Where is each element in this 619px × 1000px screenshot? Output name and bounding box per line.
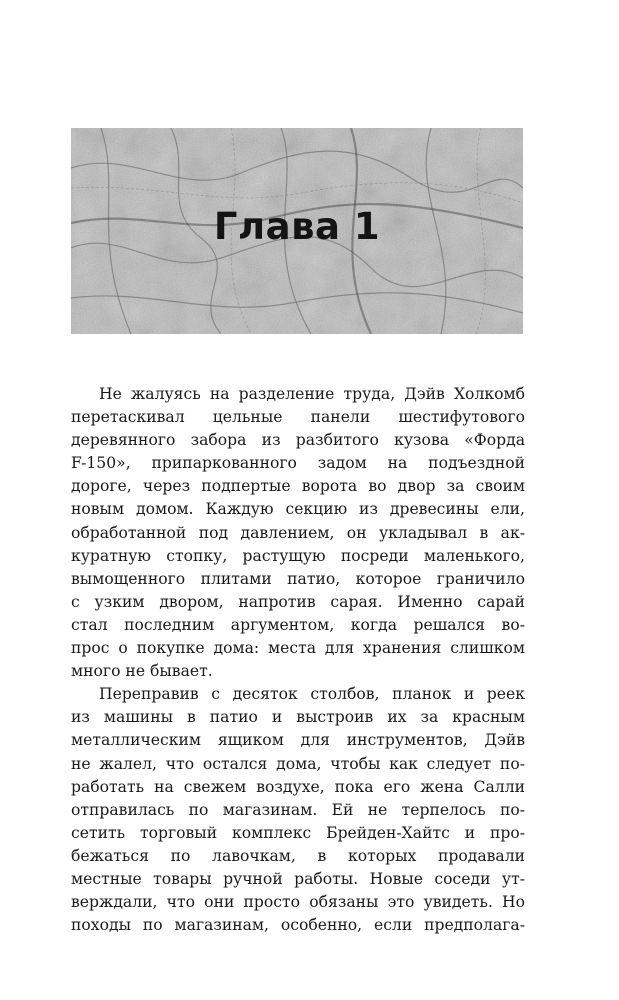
paragraph xyxy=(71,683,525,937)
paragraph xyxy=(71,383,525,683)
text-line: дороге, через подпертые ворота во двор за своим xyxy=(71,477,525,496)
chapter-body-text xyxy=(71,383,525,937)
text-line: работать на свежем воздухе, пока его жена Салли xyxy=(71,777,525,796)
text-line: вымощенного плитами патио, которое граничило xyxy=(71,569,525,588)
text-line: прос о покупке дома: места для хранения слишком xyxy=(71,639,525,658)
text-line: перетаскивал цельные панели шестифутового xyxy=(71,408,525,427)
text-line: металлическим ящиком для инструментов, Дэйв xyxy=(71,731,525,750)
text-line: сетить торговый комплекс Брейден-Хайтс и про- xyxy=(71,823,525,842)
text-line: Не жалуясь на разделение труда, Дэйв Холкомб xyxy=(99,385,525,403)
text-line: с узким двором, напротив сарая. Именно сарай xyxy=(71,592,525,611)
text-line: F-150», припаркованного задом на подъездной xyxy=(71,454,525,473)
text-line: обработанной под давлением, он укладывал в ак- xyxy=(71,523,525,542)
text-line: отправилась по магазинам. Ей не терпелось по- xyxy=(71,800,525,819)
text-line: куратную стопку, растущую посреди маленького, xyxy=(71,546,525,565)
chapter-title: Глава 1 xyxy=(213,205,381,248)
text-line: Переправив с десяток столбов, планок и реек xyxy=(99,685,525,704)
text-line: верждали, что они просто обязаны это увидеть. Но xyxy=(71,893,525,912)
text-line: новым домом. Каждую секцию из древесины ели, xyxy=(71,500,525,519)
text-line: не жалел, что остался дома, чтобы как следует по- xyxy=(71,754,525,773)
text-line: много не бывает. xyxy=(71,662,213,681)
text-line: стал последним аргументом, когда решался во- xyxy=(71,615,525,634)
text-line: из машины в патио и выстроив их за красным xyxy=(71,708,525,727)
text-line: бежаться по лавочкам, в которых продавали xyxy=(71,846,525,865)
chapter-header-banner xyxy=(71,128,523,334)
text-line: местные товары ручной работы. Новые соседи ут- xyxy=(71,869,525,888)
text-line: походы по магазинам, особенно, если предполага- xyxy=(71,916,525,935)
text-line: деревянного забора из разбитого кузова «Форда xyxy=(71,431,525,450)
